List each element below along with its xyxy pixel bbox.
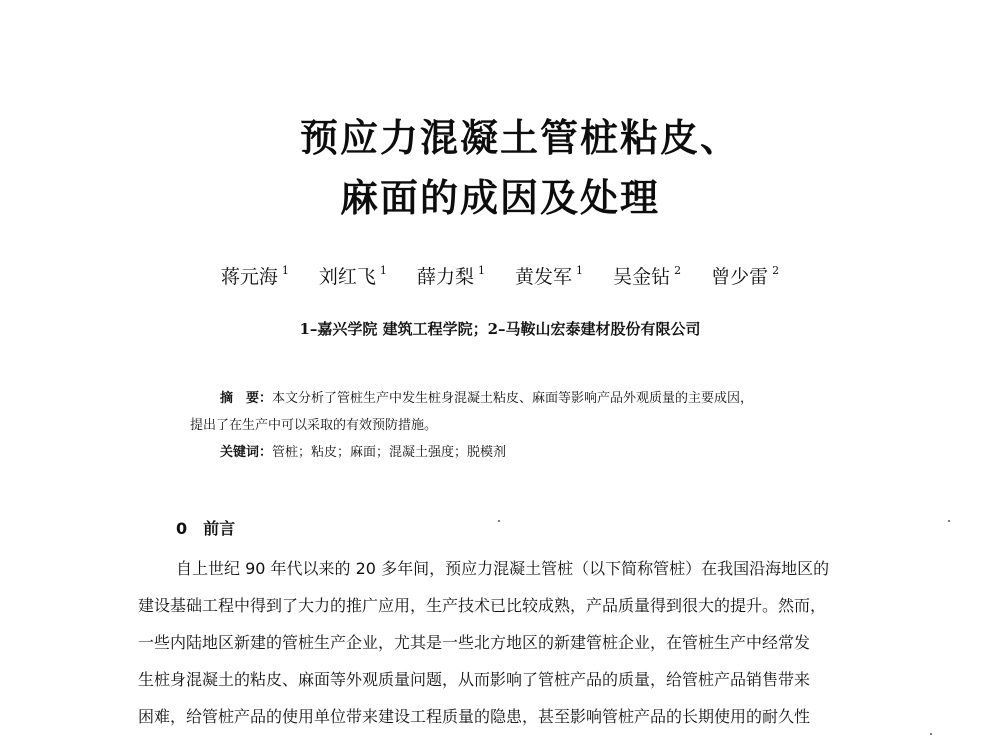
author-affiliation-mark: 1 xyxy=(281,264,289,277)
author-list xyxy=(0,262,1000,289)
author-affiliation-mark: 1 xyxy=(576,264,584,277)
author-name: 黄发军 xyxy=(515,266,573,288)
author-affiliation-mark: 1 xyxy=(379,264,387,277)
author xyxy=(613,262,681,289)
author xyxy=(319,262,387,289)
section-heading xyxy=(176,516,235,539)
author-name: 蒋元海 xyxy=(220,266,278,288)
affiliation-line: 1–嘉兴学院 建筑工程学院；2–马鞍山宏泰建材股份有限公司 xyxy=(299,320,701,338)
author-affiliation-mark: 2 xyxy=(674,264,682,277)
body-paragraph xyxy=(138,550,868,735)
keywords-line xyxy=(190,439,850,466)
author-name: 曾少雷 xyxy=(711,266,769,288)
body-line: 生桩身混凝土的粘皮、麻面等外观质量问题，从而影响了管桩产品的质量，给管桩产品销售带来 xyxy=(138,670,811,689)
paper-title-line-1: 预应力混凝土管桩粘皮、 xyxy=(299,116,740,160)
body-line: 自上世纪 90 年代以来的 20 多年间，预应力混凝土管桩（以下简称管桩）在我国沿海地区的 xyxy=(176,559,830,578)
section-title: 前言 xyxy=(203,519,236,538)
scan-speck xyxy=(948,520,950,522)
body-line: 一些内陆地区新建的管桩生产企业，尤其是一些北方地区的新建管桩企业，在管桩生产中经常发 xyxy=(138,633,811,652)
author xyxy=(221,262,289,289)
keywords-label: 关键词： xyxy=(220,445,273,460)
author xyxy=(711,262,779,289)
author-name: 吴金钻 xyxy=(613,266,671,288)
abstract-line-1 xyxy=(190,385,850,412)
abstract-text-1: 本文分析了管桩生产中发生桩身混凝土粘皮、麻面等影响产品外观质量的主要成因， xyxy=(272,391,754,406)
body-line: 困难，给管桩产品的使用单位带来建设工程质量的隐患，甚至影响管桩产品的长期使用的耐久性 xyxy=(138,707,811,726)
author-affiliation-mark: 2 xyxy=(772,264,780,277)
scan-speck xyxy=(498,520,500,522)
scan-speck xyxy=(930,733,932,735)
body-line: 建设基础工程中得到了大力的推广应用，生产技术已比较成熟，产品质量得到很大的提升。然而， xyxy=(138,596,827,615)
author xyxy=(417,262,485,289)
abstract-label: 摘 要： xyxy=(220,391,273,406)
author xyxy=(515,262,583,289)
author-affiliation-mark: 1 xyxy=(477,264,485,277)
keywords-text: 管桩；粘皮；麻面；混凝土强度；脱模剂 xyxy=(272,445,507,460)
abstract-line-2: 提出了在生产中可以采取的有效预防措施。 xyxy=(190,418,438,433)
abstract-block xyxy=(190,385,850,466)
author-name: 刘红飞 xyxy=(318,266,376,288)
paper-title-line-2: 麻面的成因及处理 xyxy=(339,176,660,220)
section-number: 0 xyxy=(176,519,188,538)
author-name: 薛力梨 xyxy=(416,266,474,288)
